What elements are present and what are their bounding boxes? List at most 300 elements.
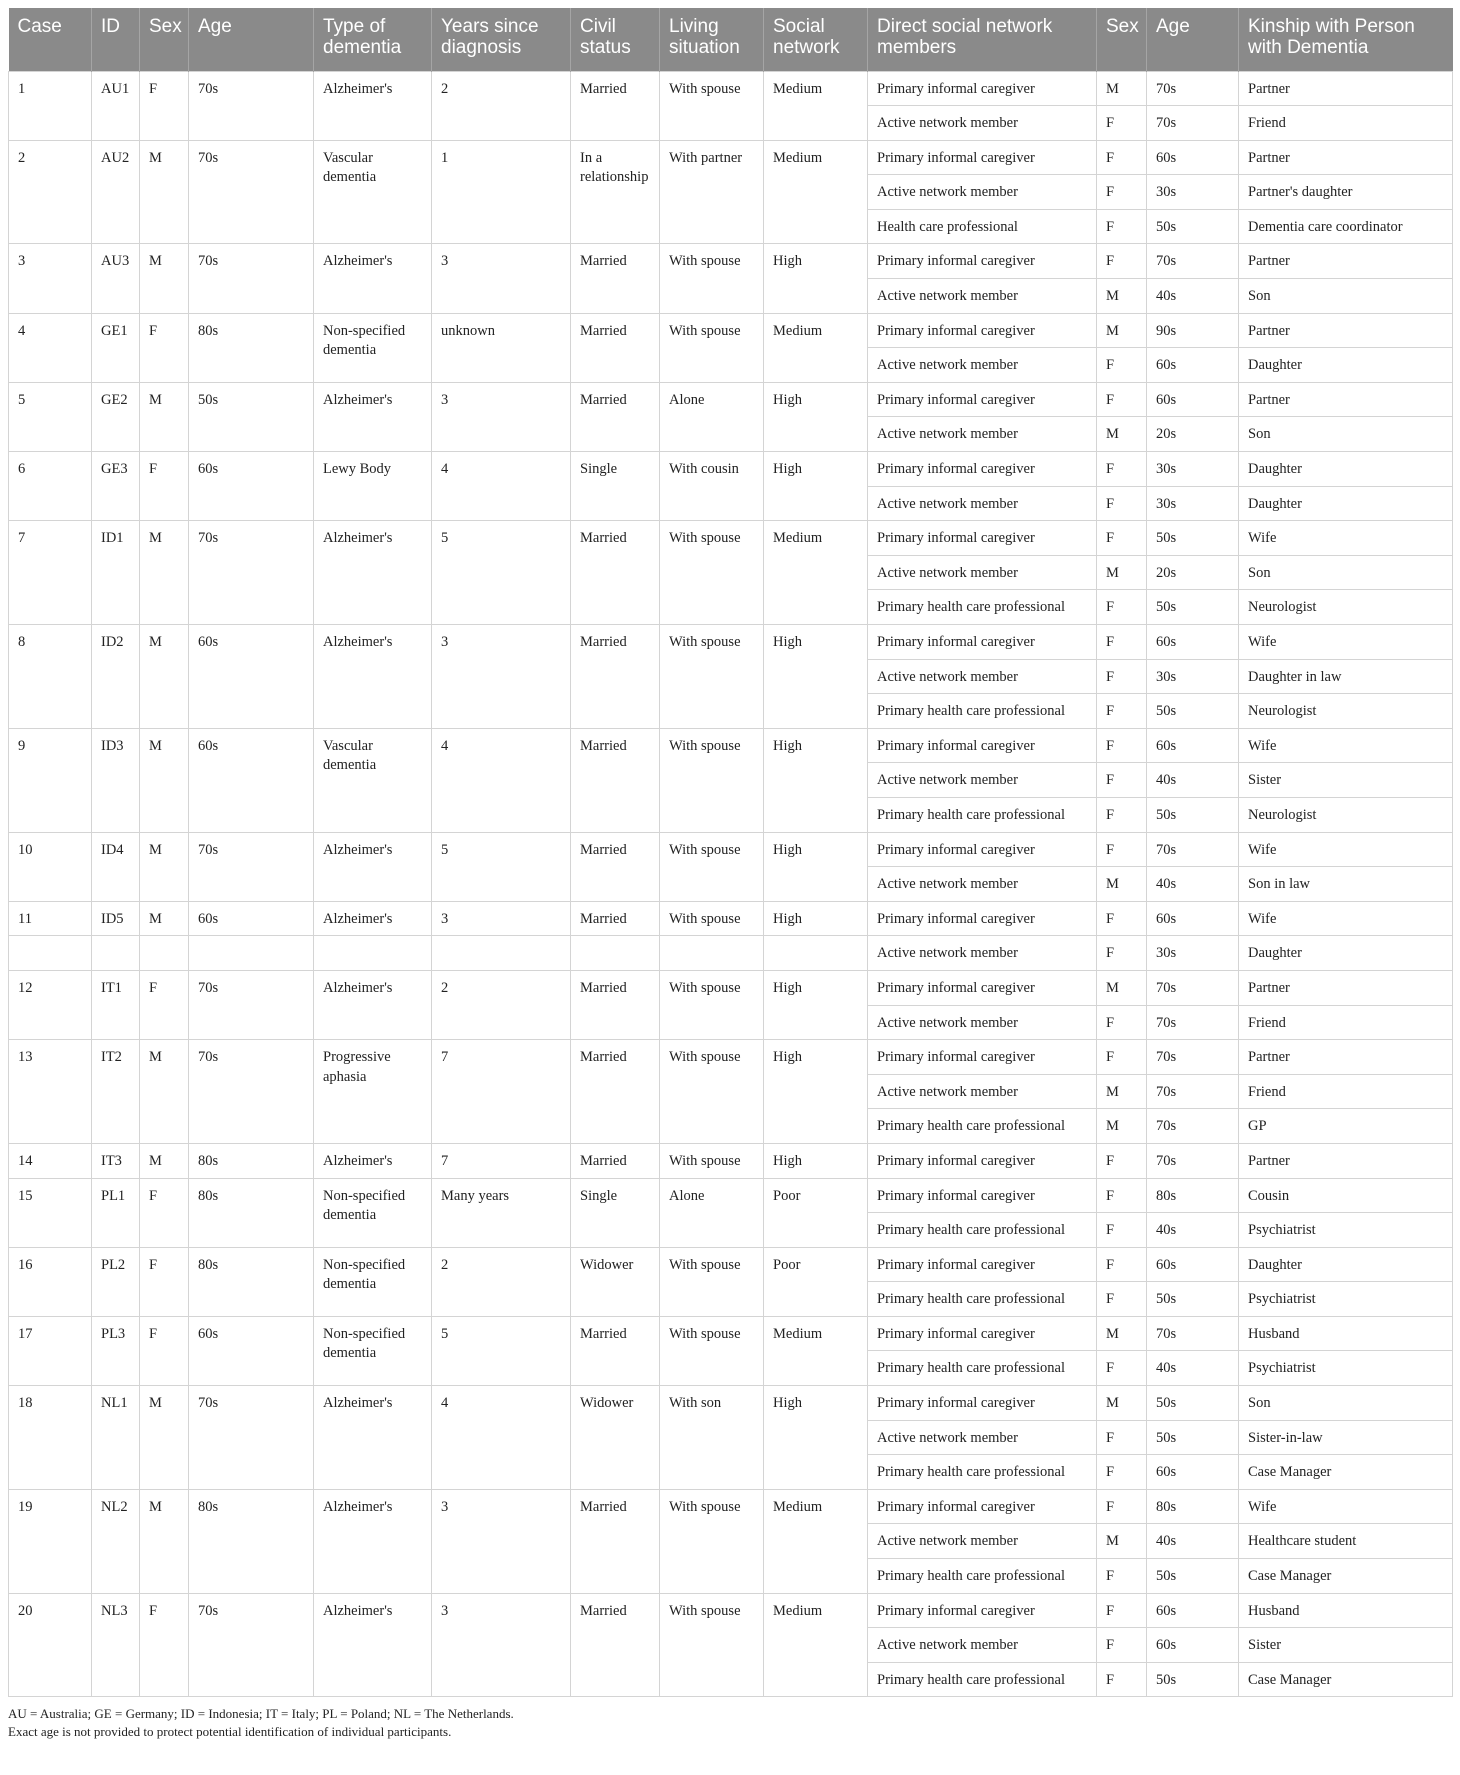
cell-kinship: Daughter [1239, 936, 1453, 971]
header-type-of-dementia: Type of dementia [314, 8, 432, 71]
header-member-sex: Sex [1097, 8, 1147, 71]
cell-member-sex: F [1097, 382, 1147, 417]
cell-case: 8 [9, 625, 92, 729]
cell-member-age: 70s [1147, 1005, 1239, 1040]
cell-civil-status: Married [571, 382, 660, 451]
cell-member-sex: M [1097, 313, 1147, 348]
cell-member-age: 70s [1147, 1143, 1239, 1178]
cell-living-situation: With spouse [660, 1593, 764, 1697]
cell-network-member: Active network member [868, 175, 1097, 210]
cell-network-member: Active network member [868, 867, 1097, 902]
cell-member-sex: F [1097, 175, 1147, 210]
cell-case: 7 [9, 521, 92, 625]
cell-member-age: 50s [1147, 521, 1239, 556]
cell-network-member: Active network member [868, 936, 1097, 971]
cell-kinship: Son [1239, 1386, 1453, 1421]
table-footnotes [8, 1705, 1452, 1741]
cell-member-sex: M [1097, 1074, 1147, 1109]
cell-id: PL1 [92, 1178, 140, 1247]
cell-id: GE2 [92, 382, 140, 451]
cell-member-sex: F [1097, 348, 1147, 383]
cell-network-member: Primary informal caregiver [868, 452, 1097, 487]
cell-type-of-dementia: Alzheimer's [314, 382, 432, 451]
cell-social-network: Medium [764, 521, 868, 625]
table-body [9, 71, 1453, 1697]
cell-member-age: 70s [1147, 1316, 1239, 1351]
cell-member-sex: F [1097, 659, 1147, 694]
cell-social-network: High [764, 1040, 868, 1144]
cell-living-situation: With spouse [660, 970, 764, 1039]
cell-sex: M [140, 1040, 189, 1144]
cell-id: GE3 [92, 452, 140, 521]
cell-age: 60s [189, 452, 314, 521]
cell-network-member: Active network member [868, 106, 1097, 141]
cell-member-sex: M [1097, 867, 1147, 902]
cell-id: PL3 [92, 1316, 140, 1385]
cell-age: 70s [189, 140, 314, 244]
cell-kinship: Partner [1239, 970, 1453, 1005]
cell-network-member: Primary health care professional [868, 797, 1097, 832]
header-case: Case [9, 8, 92, 71]
cell-years-since-diagnosis: 3 [432, 1489, 571, 1593]
cell-age: 80s [189, 1247, 314, 1316]
cell-type-of-dementia: Alzheimer's [314, 970, 432, 1039]
cell-age: 70s [189, 1386, 314, 1490]
cell-id: ID5 [92, 901, 140, 936]
table-row [9, 970, 1453, 1005]
cell-network-member: Primary informal caregiver [868, 625, 1097, 660]
table-row [9, 1593, 1453, 1628]
cell-years-since-diagnosis: 4 [432, 452, 571, 521]
cell-sex: F [140, 452, 189, 521]
cell-type-of-dementia: Alzheimer's [314, 71, 432, 140]
cell-network-member: Active network member [868, 279, 1097, 314]
cell-member-age: 20s [1147, 417, 1239, 452]
footnote-age-privacy: Exact age is not provided to protect potential identification of individual participants. [8, 1724, 452, 1740]
cell-kinship: Son [1239, 417, 1453, 452]
cell-member-sex: F [1097, 1559, 1147, 1594]
cell-member-sex: F [1097, 1247, 1147, 1282]
cell-member-age: 30s [1147, 486, 1239, 521]
cell-kinship: Friend [1239, 106, 1453, 141]
cell-member-age: 30s [1147, 175, 1239, 210]
cell-sex: M [140, 832, 189, 901]
cell-living-situation: With cousin [660, 452, 764, 521]
cell-kinship: Psychiatrist [1239, 1213, 1453, 1248]
cell-member-age: 50s [1147, 1559, 1239, 1594]
cell-social-network: High [764, 970, 868, 1039]
cell-member-sex: F [1097, 1489, 1147, 1524]
cell-kinship: Daughter [1239, 1247, 1453, 1282]
cell-member-age: 50s [1147, 1420, 1239, 1455]
cell-social-network: High [764, 244, 868, 313]
cell-civil-status: Widower [571, 1247, 660, 1316]
cell-kinship: Son in law [1239, 867, 1453, 902]
cell-member-sex: M [1097, 555, 1147, 590]
cell-civil-status: Married [571, 970, 660, 1039]
cell-member-age: 60s [1147, 348, 1239, 383]
cell-living-situation: With spouse [660, 1316, 764, 1385]
cell-network-member: Primary health care professional [868, 1351, 1097, 1386]
cell-member-age: 50s [1147, 209, 1239, 244]
cell-case: 16 [9, 1247, 92, 1316]
cell-civil-status: Married [571, 901, 660, 936]
header-sex: Sex [140, 8, 189, 71]
cell-kinship: Psychiatrist [1239, 1351, 1453, 1386]
cell-civil-status: Married [571, 1040, 660, 1144]
table-row [9, 1316, 1453, 1351]
cell-member-age: 70s [1147, 832, 1239, 867]
cell-id: IT3 [92, 1143, 140, 1178]
cell-sex: M [140, 1143, 189, 1178]
cell-years-since-diagnosis: 2 [432, 1247, 571, 1316]
cell-network-member: Primary informal caregiver [868, 901, 1097, 936]
cell-member-sex: F [1097, 694, 1147, 729]
cell-member-sex: F [1097, 797, 1147, 832]
cell-sex: M [140, 244, 189, 313]
cell-kinship: Wife [1239, 625, 1453, 660]
cell-id: PL2 [92, 1247, 140, 1316]
cell-network-member: Primary health care professional [868, 694, 1097, 729]
cell-member-sex: F [1097, 832, 1147, 867]
cell-id: ID3 [92, 728, 140, 832]
cell-member-sex: F [1097, 590, 1147, 625]
cell-case: 13 [9, 1040, 92, 1144]
cell-type-of-dementia: Alzheimer's [314, 521, 432, 625]
cell-member-age: 80s [1147, 1178, 1239, 1213]
cell-id: AU3 [92, 244, 140, 313]
cell-age [189, 936, 314, 971]
cell-member-sex: F [1097, 1455, 1147, 1490]
cell-civil-status: Married [571, 244, 660, 313]
cell-social-network: Medium [764, 1593, 868, 1697]
cell-network-member: Primary informal caregiver [868, 71, 1097, 106]
cell-civil-status: Single [571, 452, 660, 521]
header-row [9, 8, 1453, 71]
cell-kinship: Partner [1239, 1143, 1453, 1178]
cell-member-age: 70s [1147, 71, 1239, 106]
cell-id: IT2 [92, 1040, 140, 1144]
cell-case: 12 [9, 970, 92, 1039]
cell-sex: F [140, 1247, 189, 1316]
cell-case: 9 [9, 728, 92, 832]
cell-social-network: Medium [764, 140, 868, 244]
cell-years-since-diagnosis: 7 [432, 1143, 571, 1178]
footnote-abbreviations: AU = Australia; GE = Germany; ID = Indonesia; IT = Italy; PL = Poland; NL = The Netherlands. [8, 1706, 514, 1722]
cell-member-sex: F [1097, 1662, 1147, 1697]
cell-civil-status: In a relationship [571, 140, 660, 244]
cell-living-situation: With spouse [660, 901, 764, 936]
cell-network-member: Primary health care professional [868, 1282, 1097, 1317]
cell-living-situation: With spouse [660, 832, 764, 901]
table-row [9, 244, 1453, 279]
cell-member-age: 40s [1147, 763, 1239, 798]
cell-member-age: 60s [1147, 140, 1239, 175]
cell-kinship: Friend [1239, 1074, 1453, 1109]
cell-member-age: 40s [1147, 1213, 1239, 1248]
cell-age: 80s [189, 1143, 314, 1178]
cell-member-sex: F [1097, 1178, 1147, 1213]
cell-sex: F [140, 1178, 189, 1247]
table-row [9, 140, 1453, 175]
cell-member-sex: M [1097, 1524, 1147, 1559]
cell-member-age: 50s [1147, 1386, 1239, 1421]
cell-member-sex: F [1097, 1040, 1147, 1075]
table-row [9, 728, 1453, 763]
cell-living-situation: With spouse [660, 521, 764, 625]
cell-network-member: Active network member [868, 763, 1097, 798]
cell-network-member: Primary health care professional [868, 1455, 1097, 1490]
cell-years-since-diagnosis: 2 [432, 970, 571, 1039]
cell-network-member: Active network member [868, 1524, 1097, 1559]
cell-kinship: Sister [1239, 763, 1453, 798]
cell-years-since-diagnosis: 7 [432, 1040, 571, 1144]
cell-civil-status: Married [571, 313, 660, 382]
cell-kinship: Neurologist [1239, 694, 1453, 729]
cell-id: GE1 [92, 313, 140, 382]
cell-years-since-diagnosis: Many years [432, 1178, 571, 1247]
table-row [9, 382, 1453, 417]
cell-kinship: Husband [1239, 1593, 1453, 1628]
table-row [9, 71, 1453, 106]
cell-civil-status: Married [571, 625, 660, 729]
cell-type-of-dementia: Progressive aphasia [314, 1040, 432, 1144]
cell-network-member: Active network member [868, 348, 1097, 383]
cell-type-of-dementia: Alzheimer's [314, 1489, 432, 1593]
cell-years-since-diagnosis: 3 [432, 382, 571, 451]
cell-kinship: Partner's daughter [1239, 175, 1453, 210]
cell-kinship: Daughter [1239, 452, 1453, 487]
cell-kinship: Wife [1239, 901, 1453, 936]
cell-civil-status: Married [571, 728, 660, 832]
cell-kinship: Partner [1239, 382, 1453, 417]
cell-member-sex: F [1097, 244, 1147, 279]
cell-social-network: Medium [764, 1316, 868, 1385]
cell-kinship: Wife [1239, 832, 1453, 867]
cell-kinship: GP [1239, 1109, 1453, 1144]
cell-years-since-diagnosis: 3 [432, 244, 571, 313]
cell-member-age: 90s [1147, 313, 1239, 348]
cell-network-member: Primary informal caregiver [868, 1247, 1097, 1282]
cell-social-network: Poor [764, 1178, 868, 1247]
cell-age: 60s [189, 625, 314, 729]
cell-social-network: High [764, 1386, 868, 1490]
table-row [9, 1178, 1453, 1213]
cell-living-situation: With son [660, 1386, 764, 1490]
cell-kinship: Son [1239, 555, 1453, 590]
table-header [9, 8, 1453, 71]
header-age: Age [189, 8, 314, 71]
cell-member-sex: F [1097, 209, 1147, 244]
cell-kinship: Wife [1239, 1489, 1453, 1524]
cell-member-sex: F [1097, 763, 1147, 798]
table-row [9, 1143, 1453, 1178]
cell-age: 70s [189, 1593, 314, 1697]
header-id: ID [92, 8, 140, 71]
cell-sex: F [140, 1593, 189, 1697]
cell-age: 70s [189, 832, 314, 901]
cell-years-since-diagnosis: 5 [432, 832, 571, 901]
cell-member-age: 30s [1147, 936, 1239, 971]
cell-type-of-dementia: Alzheimer's [314, 832, 432, 901]
cell-case: 11 [9, 901, 92, 936]
cell-social-network: High [764, 832, 868, 901]
cell-kinship: Partner [1239, 71, 1453, 106]
cell-social-network: High [764, 1143, 868, 1178]
cell-case: 18 [9, 1386, 92, 1490]
cell-network-member: Primary informal caregiver [868, 1593, 1097, 1628]
cell-member-age: 70s [1147, 1109, 1239, 1144]
cell-member-age: 40s [1147, 867, 1239, 902]
cell-kinship: Case Manager [1239, 1455, 1453, 1490]
cell-member-sex: M [1097, 1109, 1147, 1144]
cell-type-of-dementia: Non-specified dementia [314, 1316, 432, 1385]
cell-member-age: 30s [1147, 659, 1239, 694]
cell-sex: M [140, 382, 189, 451]
cell-case: 20 [9, 1593, 92, 1697]
cell-member-age: 60s [1147, 1628, 1239, 1663]
cell-member-age: 70s [1147, 244, 1239, 279]
header-member-age: Age [1147, 8, 1239, 71]
cell-type-of-dementia [314, 936, 432, 971]
cell-type-of-dementia: Vascular dementia [314, 140, 432, 244]
cell-kinship: Partner [1239, 140, 1453, 175]
cell-id: IT1 [92, 970, 140, 1039]
cell-kinship: Partner [1239, 313, 1453, 348]
cell-member-sex: F [1097, 901, 1147, 936]
cell-age: 70s [189, 244, 314, 313]
cell-member-sex: F [1097, 1420, 1147, 1455]
cell-member-age: 60s [1147, 1455, 1239, 1490]
cell-type-of-dementia: Non-specified dementia [314, 1178, 432, 1247]
cell-kinship: Husband [1239, 1316, 1453, 1351]
cell-sex: M [140, 140, 189, 244]
cell-member-age: 40s [1147, 1524, 1239, 1559]
cell-member-sex: F [1097, 1282, 1147, 1317]
cell-case: 6 [9, 452, 92, 521]
cell-kinship: Wife [1239, 521, 1453, 556]
table-row [9, 1489, 1453, 1524]
cell-case: 3 [9, 244, 92, 313]
cell-case: 2 [9, 140, 92, 244]
cell-network-member: Active network member [868, 555, 1097, 590]
cell-network-member: Active network member [868, 1005, 1097, 1040]
cell-member-sex: F [1097, 1213, 1147, 1248]
cell-network-member: Primary informal caregiver [868, 1178, 1097, 1213]
cell-years-since-diagnosis [432, 936, 571, 971]
cell-years-since-diagnosis: 2 [432, 71, 571, 140]
cell-network-member: Primary informal caregiver [868, 728, 1097, 763]
cell-social-network: Medium [764, 313, 868, 382]
cell-type-of-dementia: Lewy Body [314, 452, 432, 521]
cell-network-member: Primary health care professional [868, 1109, 1097, 1144]
cell-member-age: 70s [1147, 1074, 1239, 1109]
cell-kinship: Daughter in law [1239, 659, 1453, 694]
cell-member-age: 60s [1147, 901, 1239, 936]
cell-network-member: Primary informal caregiver [868, 140, 1097, 175]
cell-member-sex: F [1097, 625, 1147, 660]
table-row [9, 901, 1453, 936]
cell-kinship: Wife [1239, 728, 1453, 763]
cell-case: 17 [9, 1316, 92, 1385]
cell-member-age: 70s [1147, 970, 1239, 1005]
cell-kinship: Sister [1239, 1628, 1453, 1663]
cell-age: 70s [189, 521, 314, 625]
cell-civil-status: Married [571, 521, 660, 625]
cell-sex: F [140, 71, 189, 140]
cell-years-since-diagnosis: unknown [432, 313, 571, 382]
cell-network-member: Primary health care professional [868, 1213, 1097, 1248]
cell-member-sex: F [1097, 728, 1147, 763]
cell-type-of-dementia: Non-specified dementia [314, 313, 432, 382]
cell-kinship: Neurologist [1239, 797, 1453, 832]
cell-kinship: Partner [1239, 244, 1453, 279]
cell-member-sex: F [1097, 521, 1147, 556]
cell-age: 60s [189, 728, 314, 832]
cell-years-since-diagnosis: 3 [432, 625, 571, 729]
cell-years-since-diagnosis: 3 [432, 1593, 571, 1697]
cell-member-sex: F [1097, 140, 1147, 175]
cell-member-age: 30s [1147, 452, 1239, 487]
cell-living-situation: With partner [660, 140, 764, 244]
cell-living-situation: Alone [660, 1178, 764, 1247]
cell-social-network: High [764, 901, 868, 936]
cell-years-since-diagnosis: 5 [432, 521, 571, 625]
table-row [9, 313, 1453, 348]
cell-sex: M [140, 728, 189, 832]
cell-age: 60s [189, 901, 314, 936]
cell-network-member: Active network member [868, 1628, 1097, 1663]
cell-id [92, 936, 140, 971]
cell-type-of-dementia: Alzheimer's [314, 244, 432, 313]
cell-age: 70s [189, 71, 314, 140]
cell-member-age: 60s [1147, 1593, 1239, 1628]
table-row [9, 1247, 1453, 1282]
cell-network-member: Primary health care professional [868, 1559, 1097, 1594]
cell-case: 15 [9, 1178, 92, 1247]
table-row [9, 625, 1453, 660]
cell-age: 50s [189, 382, 314, 451]
cell-type-of-dementia: Alzheimer's [314, 901, 432, 936]
cell-sex [140, 936, 189, 971]
cell-type-of-dementia: Alzheimer's [314, 1386, 432, 1490]
cell-id: ID4 [92, 832, 140, 901]
cell-civil-status: Married [571, 1143, 660, 1178]
table-row [9, 1040, 1453, 1075]
cell-member-age: 50s [1147, 1662, 1239, 1697]
cell-living-situation [660, 936, 764, 971]
cell-network-member: Primary health care professional [868, 1662, 1097, 1697]
cell-kinship: Son [1239, 279, 1453, 314]
cell-age: 60s [189, 1316, 314, 1385]
cell-age: 80s [189, 1489, 314, 1593]
cell-sex: M [140, 521, 189, 625]
cell-living-situation: With spouse [660, 1040, 764, 1144]
cell-member-sex: F [1097, 1005, 1147, 1040]
table-container [8, 8, 1452, 1741]
cell-network-member: Primary health care professional [868, 590, 1097, 625]
cell-network-member: Primary informal caregiver [868, 244, 1097, 279]
cell-civil-status: Single [571, 1178, 660, 1247]
cell-member-sex: F [1097, 486, 1147, 521]
cell-years-since-diagnosis: 1 [432, 140, 571, 244]
cell-social-network: High [764, 382, 868, 451]
cell-kinship: Cousin [1239, 1178, 1453, 1213]
cell-sex: M [140, 1386, 189, 1490]
cell-network-member: Active network member [868, 486, 1097, 521]
cell-social-network: High [764, 625, 868, 729]
cell-network-member: Active network member [868, 1074, 1097, 1109]
